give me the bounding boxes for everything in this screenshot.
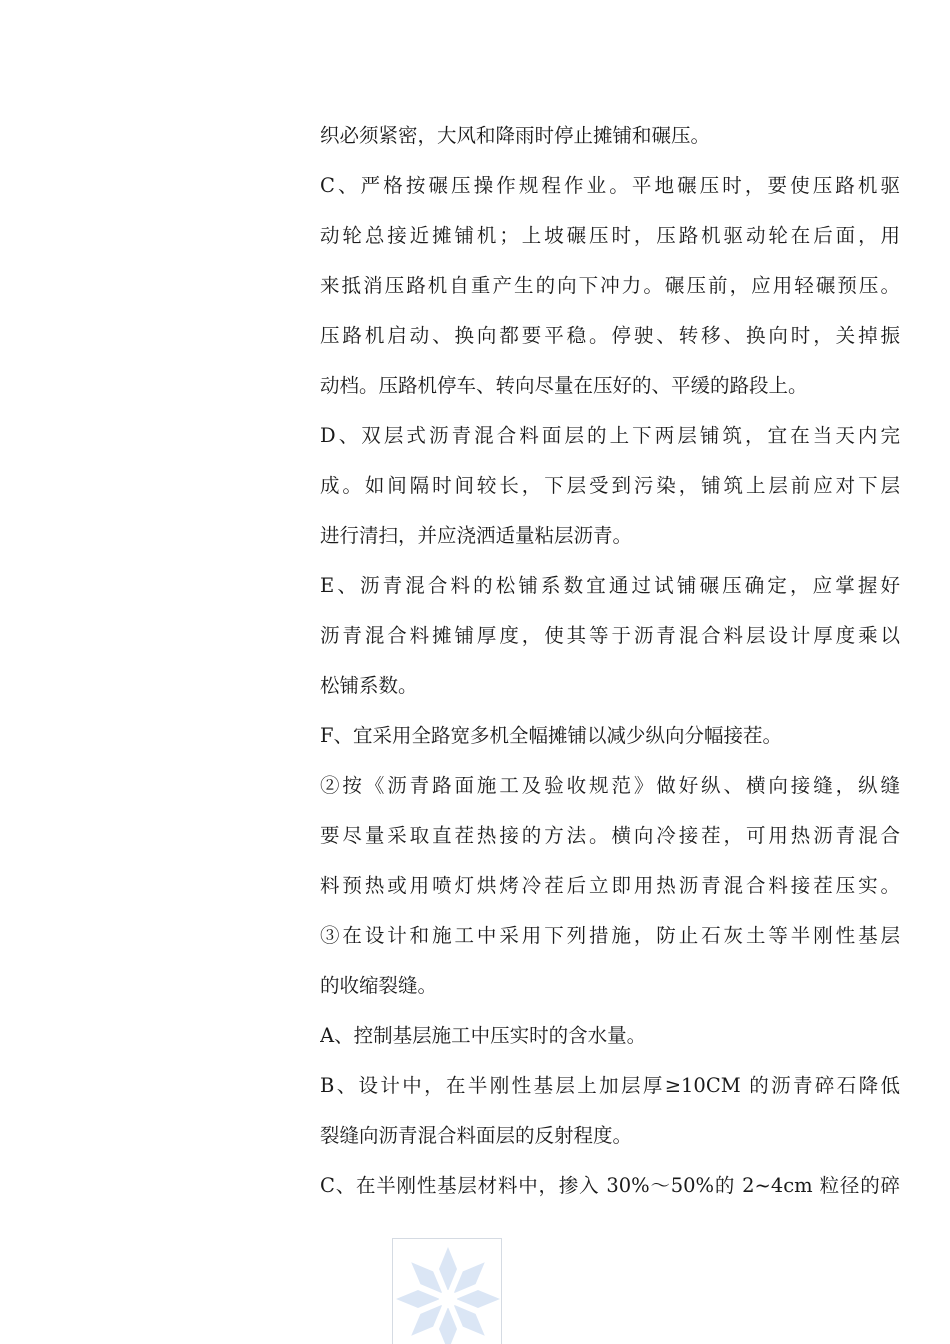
text-line: A、控制基层施工中压实时的含水量。 — [320, 1024, 647, 1047]
document-body — [320, 111, 900, 1211]
text-line: 成。如间隔时间较长，下层受到污染，铺筑上层前应对下层 — [320, 474, 900, 497]
text-line: B、设计中，在半刚性基层上加层厚≥10CM 的沥青碎石降低 — [320, 1074, 900, 1097]
watermark-core — [439, 1290, 457, 1308]
snowflake-logo-icon — [393, 1239, 502, 1344]
text-line: ②按《沥青路面施工及验收规范》做好纵、横向接缝，纵缝 — [320, 774, 900, 797]
text-line: D、双层式沥青混合料面层的上下两层铺筑，宜在当天内完 — [320, 424, 900, 447]
watermark-logo — [392, 1238, 502, 1344]
text-line: 裂缝向沥青混合料面层的反射程度。 — [320, 1124, 633, 1147]
text-line: 沥青混合料摊铺厚度，使其等于沥青混合料层设计厚度乘以 — [320, 624, 900, 647]
watermark-petal — [439, 1307, 457, 1344]
text-line: ③在设计和施工中采用下列措施，防止石灰土等半刚性基层 — [320, 924, 900, 947]
text-line: E、沥青混合料的松铺系数宜通过试铺碾压确定，应掌握好 — [320, 574, 900, 597]
text-line: 进行清扫，并应浇洒适量粘层沥青。 — [320, 524, 633, 547]
watermark-petal — [396, 1290, 440, 1308]
text-line: 压路机启动、换向都要平稳。停驶、转移、换向时，关掉振 — [320, 324, 900, 347]
text-line: F、宜采用全路宽多机全幅摊铺以减少纵向分幅接茬。 — [320, 724, 783, 747]
text-line: 来抵消压路机自重产生的向下冲力。碾压前，应用轻碾预压。 — [320, 274, 900, 297]
text-line: 动轮总接近摊铺机；上坡碾压时，压路机驱动轮在后面，用 — [320, 224, 900, 247]
text-line: C、在半刚性基层材料中，掺入 30%～50%的 2~4cm 粒径的碎 — [320, 1174, 900, 1197]
text-line: 松铺系数。 — [320, 674, 418, 697]
watermark-petal — [456, 1290, 500, 1308]
text-line: 动档。压路机停车、转向尽量在压好的、平缓的路段上。 — [320, 374, 808, 397]
text-line: 织必须紧密，大风和降雨时停止摊铺和碾压。 — [320, 124, 711, 147]
text-line: 料预热或用喷灯烘烤冷茬后立即用热沥青混合料接茬压实。 — [320, 874, 900, 897]
text-line: C、严格按碾压操作规程作业。平地碾压时，要使压路机驱 — [320, 174, 900, 197]
text-line: 要尽量采取直茬热接的方法。横向冷接茬，可用热沥青混合 — [320, 824, 900, 847]
text-line: 的收缩裂缝。 — [320, 974, 438, 997]
watermark-petal — [439, 1247, 457, 1291]
